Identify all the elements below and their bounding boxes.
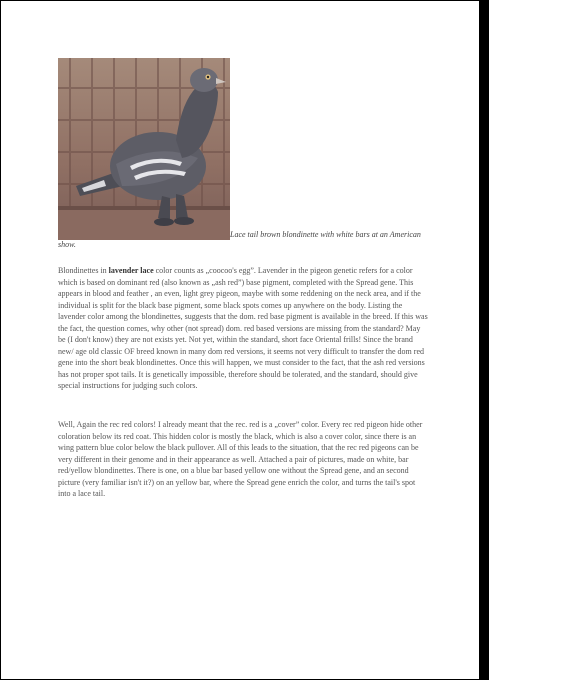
paragraph-rec-red: Well, Again the rec red colors! I already meant that the rec. red is a „cover” color. Every rec red pigeon hide other coloration below its red coat. This hidden color is mostly the black, which is also a cover color, since there is an wing pattern blue color below the black pullover. All of this leads to the situation, that the rec red pigeons can be very different in their genome and in their appearance as well. Attached a pair of pictures, made on white, bar red/yellow blondinettes. There is one, on a blue bar based yellow one without the Spread gene, and an second picture (very familiar isn't it?) on an yellow bar, where the Spread gene enrich the color, and turns the tail's spot into a lace tail. <box>58 420 423 498</box>
photo-caption <box>58 230 428 250</box>
paragraph1-intro: Blondinettes in <box>58 266 109 275</box>
page-shadow <box>480 0 489 680</box>
pigeon-illustration <box>58 58 230 240</box>
caption-text: Lace tail brown blondinette with white bars at an American show. <box>58 230 421 249</box>
paragraph-lavender-lace <box>58 265 428 392</box>
pigeon-photo <box>58 58 230 240</box>
paragraph1-bold-term: lavender lace <box>108 266 154 275</box>
paragraph1-body: color counts as „coocoo's egg”. Lavender in the pigeon genetic refers for a color which is based on dominant red (also known as „ash red”) base pigment, completed with the Spread gene. This appears in blood and feather , an even, light grey pigeon, maybe with some reddening on the neck area, and if the individual is split for the black base pigment, some black spots comes up anywhere on the body. Listing the lavender color among the blondinettes, suggests that the dom. red base pigment is available in the breed. If this was the fact, the question comes, why other (not spread) dom. red based versions are missing from the standard? May be (I don't know) they are not exists yet. Not yet, within the standard, short face Oriental frills! Since the brand new/ age old classic OF breed known in many dom red versions, it seems not very difficult to transfer the dom red gene into the short beak blondinettes. Once this will happen, we must consider to the fact, that the ash red versions has not proper spot tails. It is genetically impossible, therefore should be tolerated, and the standard, should give special instructions for judging such colors. <box>58 266 428 390</box>
